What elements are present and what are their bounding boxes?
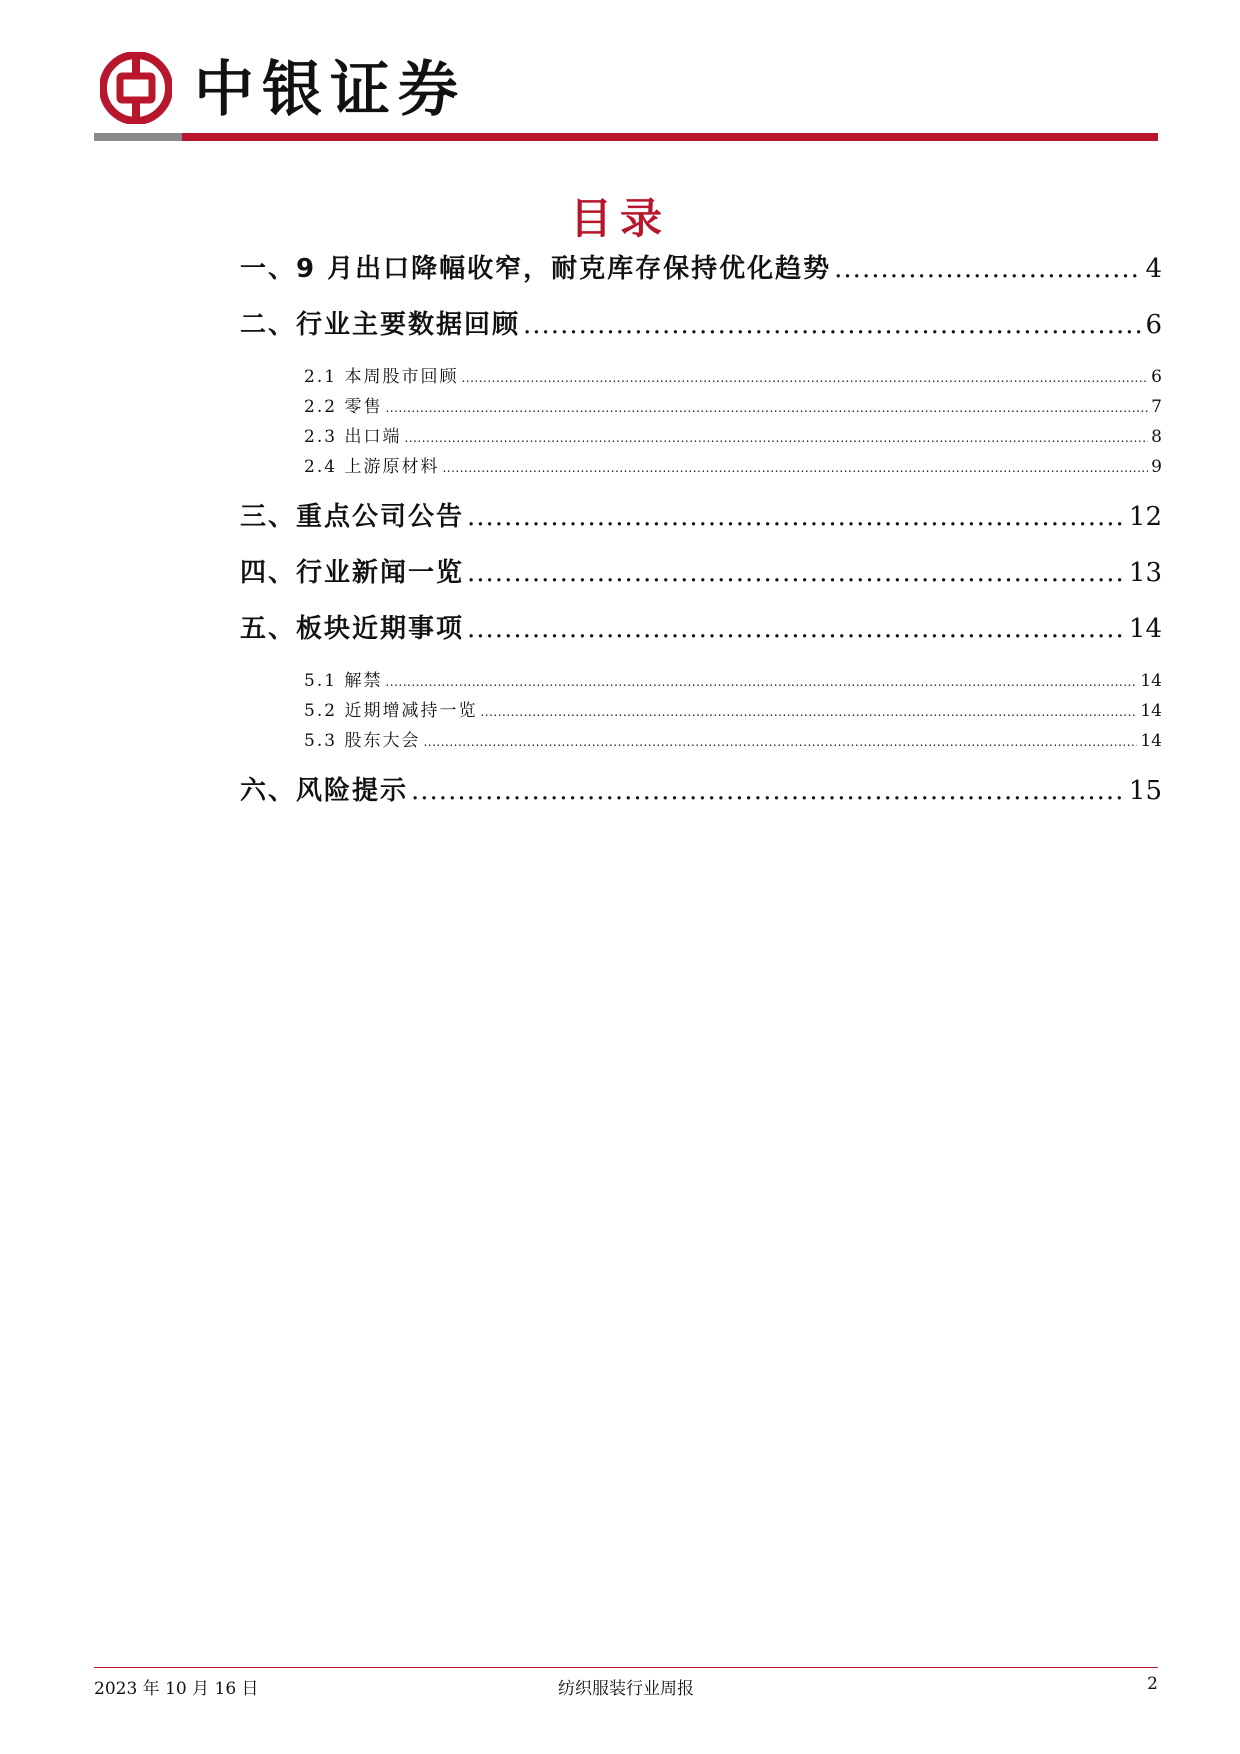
toc-title: 目录 xyxy=(569,194,670,243)
toc-leader xyxy=(411,776,1126,806)
toc-leader xyxy=(423,735,1137,749)
toc-entry[interactable] xyxy=(240,608,1162,645)
bank-of-china-logo-icon xyxy=(100,52,172,124)
toc-entry-label: 5.1 解禁 xyxy=(304,671,383,691)
toc-subentry[interactable] xyxy=(304,696,1162,721)
toc-entry-label: 二、行业主要数据回顾 xyxy=(240,310,521,340)
toc-leader xyxy=(523,310,1142,340)
toc-entry[interactable] xyxy=(240,770,1162,807)
toc-subentry[interactable] xyxy=(304,452,1162,477)
toc-subentry[interactable] xyxy=(304,422,1162,447)
toc-entry-label: 六、风险提示 xyxy=(240,776,409,806)
toc-leader xyxy=(480,705,1137,719)
toc-entry-page: 14 xyxy=(1140,731,1162,751)
toc-leader xyxy=(467,614,1126,644)
toc-entry-page: 9 xyxy=(1151,457,1162,477)
toc-entry-label: 5.2 近期增减持一览 xyxy=(304,701,478,721)
toc-leader xyxy=(385,401,1148,415)
toc-entry-page: 14 xyxy=(1140,671,1162,691)
toc-entry-page: 4 xyxy=(1145,254,1162,284)
toc-entry-label: 四、行业新闻一览 xyxy=(240,558,465,588)
toc-entry-page: 14 xyxy=(1140,701,1162,721)
toc-leader xyxy=(404,431,1148,445)
toc-leader xyxy=(442,461,1148,475)
toc-entry-label: 2.2 零售 xyxy=(304,397,383,417)
header-divider xyxy=(94,133,1158,141)
toc-entry-label: 一、9 月出口降幅收窄，耐克库存保持优化趋势 xyxy=(240,254,832,284)
toc-subentry[interactable] xyxy=(304,362,1162,387)
report-title: 纺织服装行业周报 xyxy=(558,1679,694,1699)
toc-entry-page: 15 xyxy=(1128,776,1162,806)
toc-entry-label: 2.3 出口端 xyxy=(304,427,402,447)
toc-entry-page: 13 xyxy=(1128,558,1162,588)
toc-entry-page: 6 xyxy=(1145,310,1162,340)
toc-leader xyxy=(385,675,1137,689)
toc-entry-page: 12 xyxy=(1128,502,1162,532)
report-date: 2023 年 10 月 16 日 xyxy=(94,1679,259,1699)
toc-entry-page: 6 xyxy=(1151,367,1162,387)
toc-entry-page: 7 xyxy=(1151,397,1162,417)
toc-leader xyxy=(467,502,1126,532)
toc-entry-label: 五、板块近期事项 xyxy=(240,614,465,644)
toc-entry-label: 2.1 本周股市回顾 xyxy=(304,367,459,387)
toc-entry[interactable] xyxy=(240,496,1162,533)
toc-leader xyxy=(834,254,1142,284)
footer-divider xyxy=(94,1667,1158,1668)
page-footer xyxy=(94,1674,1158,1704)
toc-subentry[interactable] xyxy=(304,726,1162,751)
brand-name: 中银证券 xyxy=(194,55,466,125)
toc-entry-label: 5.3 股东大会 xyxy=(304,731,421,751)
toc-entry-page: 8 xyxy=(1151,427,1162,447)
toc-entry-label: 三、重点公司公告 xyxy=(240,502,465,532)
toc-entry[interactable] xyxy=(240,248,1162,285)
toc-entry[interactable] xyxy=(240,552,1162,589)
toc-entry-page: 14 xyxy=(1128,614,1162,644)
toc-leader xyxy=(467,558,1126,588)
toc-subentry[interactable] xyxy=(304,392,1162,417)
page-number: 2 xyxy=(1147,1674,1158,1694)
toc-subentry[interactable] xyxy=(304,666,1162,691)
toc-entry[interactable] xyxy=(240,304,1162,341)
toc-leader xyxy=(461,371,1148,385)
toc-entry-label: 2.4 上游原材料 xyxy=(304,457,440,477)
